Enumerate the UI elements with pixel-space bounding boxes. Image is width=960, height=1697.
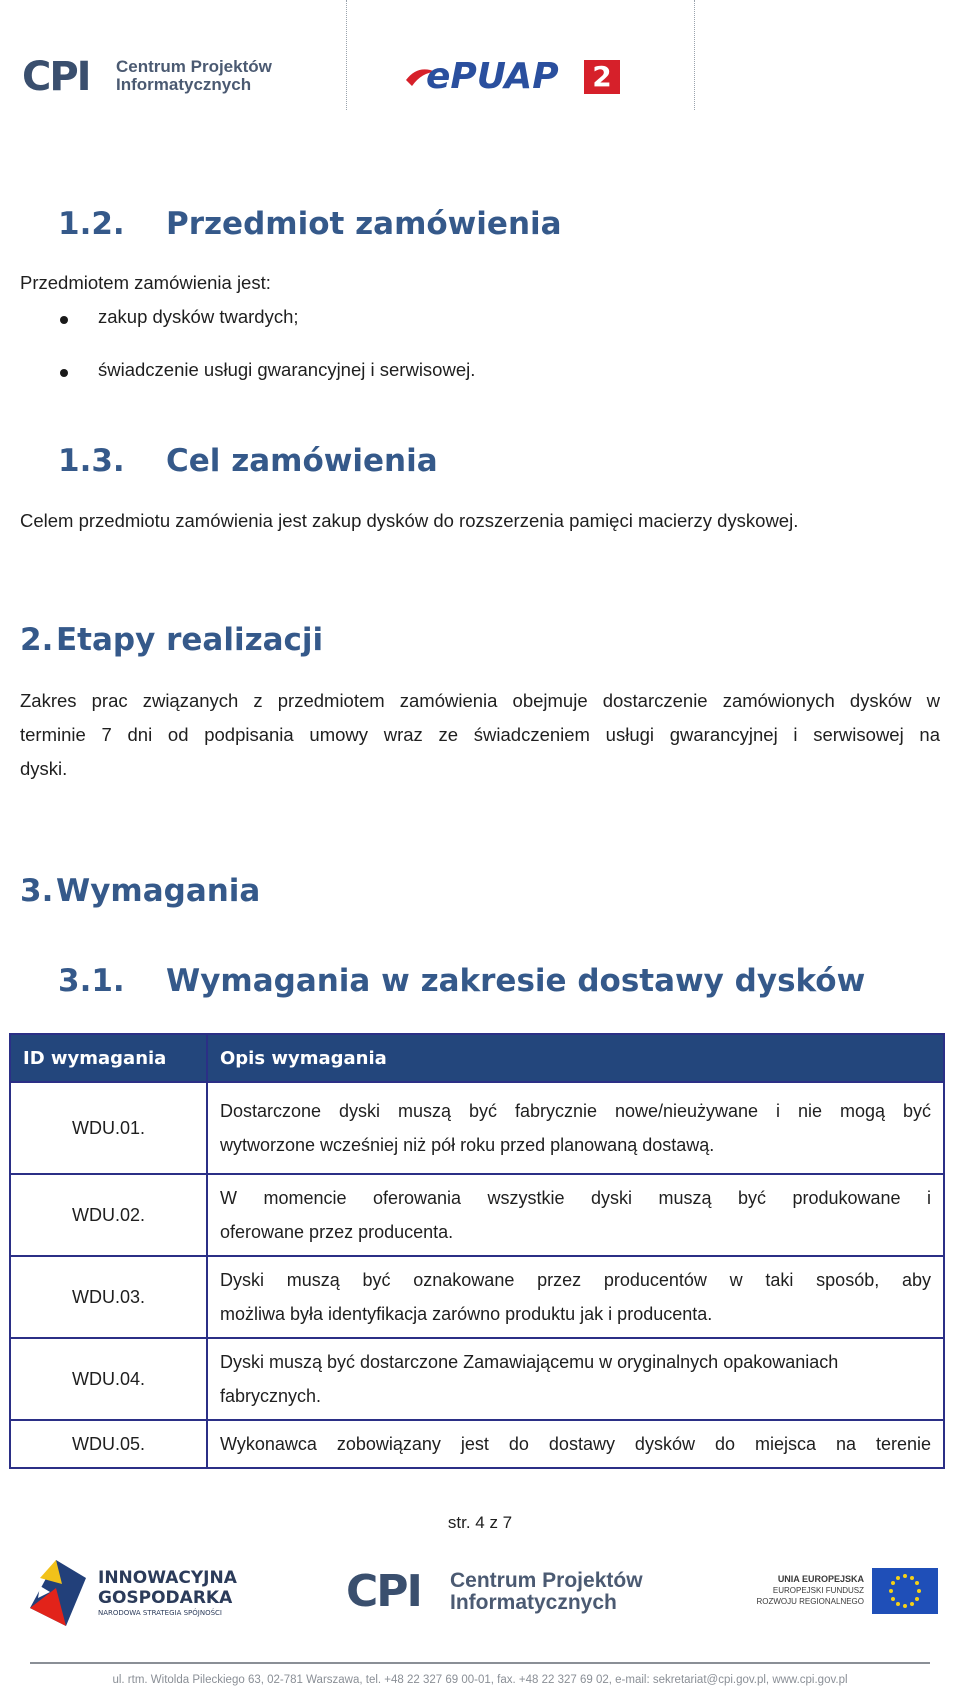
requirement-id: WDU.02. <box>10 1174 207 1256</box>
requirement-description: Wykonawca zobowiązany jest do dostawy dysków do miejsca na terenie <box>207 1420 944 1468</box>
bullet-icon <box>60 316 68 324</box>
page-number: str. 4 z 7 <box>447 1513 513 1532</box>
header-divider-right <box>694 0 695 110</box>
cpi-logo-mark: CPI <box>346 1566 421 1617</box>
requirement-id: WDU.05. <box>10 1420 207 1468</box>
table-row <box>10 1082 944 1174</box>
cpi-logo-text: Centrum Projektów Informatycznych <box>450 1569 643 1615</box>
requirement-id: WDU.04. <box>10 1338 207 1420</box>
section-1-3-body: Celem przedmiotu zamówienia jest zakup dysków do rozszerzenia pamięci macierzy dyskowej. <box>20 510 799 531</box>
requirement-description: Dostarczone dyski muszą być fabrycznie nowe/nieużywane i nie mogą być wytworzone wcześniej niż pół roku przed planowaną dostawą. <box>207 1082 944 1174</box>
cpi-logo-mark: CPI <box>22 54 90 100</box>
eu-logo-line: ROZWOJU REGIONALNEGO <box>756 1597 864 1606</box>
cpi-logo-text: Centrum Projektów Informatycznych <box>116 57 272 94</box>
requirement-id: WDU.03. <box>10 1256 207 1338</box>
ig-logo-line: INNOWACYJNA <box>98 1568 237 1588</box>
table-row <box>10 1256 944 1338</box>
section-heading-3-1: 3.1. Wymagania w zakresie dostawy dysków <box>58 963 866 999</box>
requirement-description: W momencie oferowania wszystkie dyski muszą być produkowane i oferowane przez producenta. <box>207 1174 944 1256</box>
requirement-description: Dyski muszą być dostarczone Zamawiającemu w oryginalnych opakowaniach fabrycznych. <box>207 1338 944 1420</box>
eu-logo-line: UNIA EUROPEJSKA <box>777 1574 864 1584</box>
footer-address: ul. rtm. Witolda Pileckiego 63, 02-781 Warszawa, tel. +48 22 327 69 00-01, fax. +48 22 327 69 02, e-mail: sekretariat@cpi.gov.pl, www.cpi.gov.pl <box>112 1674 848 1686</box>
footer-divider <box>30 1662 930 1664</box>
eu-flag-icon <box>872 1568 938 1614</box>
table-row <box>10 1420 944 1468</box>
table-header-row <box>10 1034 944 1082</box>
column-header-id: ID wymagania <box>10 1034 207 1082</box>
ig-logo-line: GOSPODARKA <box>98 1588 233 1608</box>
section-2-line: terminie 7 dni od podpisania umowy wraz ze świadczeniem usługi gwarancyjnej i serwisowej na <box>20 724 940 745</box>
bullet-icon <box>60 369 68 377</box>
eu-logo-line: EUROPEJSKI FUNDUSZ <box>772 1586 864 1595</box>
requirement-id: WDU.01. <box>10 1082 207 1174</box>
epuap-logo-text: ePUAP <box>426 56 559 97</box>
innowacyjna-gospodarka-logo <box>26 1558 246 1630</box>
table-row <box>10 1174 944 1256</box>
table-row <box>10 1338 944 1420</box>
epuap-version-badge: 2 <box>584 60 620 94</box>
requirement-description: Dyski muszą być oznakowane przez producentów w taki sposób, aby możliwa była identyfikacja zarówno produktu jak i producenta. <box>207 1256 944 1338</box>
list-item: świadczenie usługi gwarancyjnej i serwisowej. <box>98 359 476 380</box>
section-heading-1-3: 1.3. Cel zamówienia <box>58 443 438 479</box>
epuap-logo <box>404 56 624 100</box>
section-heading-2: 2.Etapy realizacji <box>20 622 324 658</box>
section-2-line: Zakres prac związanych z przedmiotem zamówienia obejmuje dostarczenie zamówionych dysków w <box>20 690 940 711</box>
cpi-logo-footer <box>346 1566 656 1622</box>
section-heading-3: 3.Wymagania <box>20 873 261 909</box>
section-heading-1-2: 1.2. Przedmiot zamówienia <box>58 206 562 242</box>
section-1-2-intro: Przedmiotem zamówienia jest: <box>20 272 271 293</box>
ig-logo-subline: NARODOWA STRATEGIA SPÓJNOŚCI <box>98 1609 222 1617</box>
section-2-line: dyski. <box>20 758 68 779</box>
header-divider-left <box>346 0 347 110</box>
ig-logo-icon <box>26 1558 90 1628</box>
requirements-table <box>9 1033 945 1469</box>
list-item: zakup dysków twardych; <box>98 306 299 327</box>
eu-logo <box>746 1568 946 1618</box>
column-header-description: Opis wymagania <box>207 1034 944 1082</box>
cpi-logo-header <box>22 52 292 102</box>
